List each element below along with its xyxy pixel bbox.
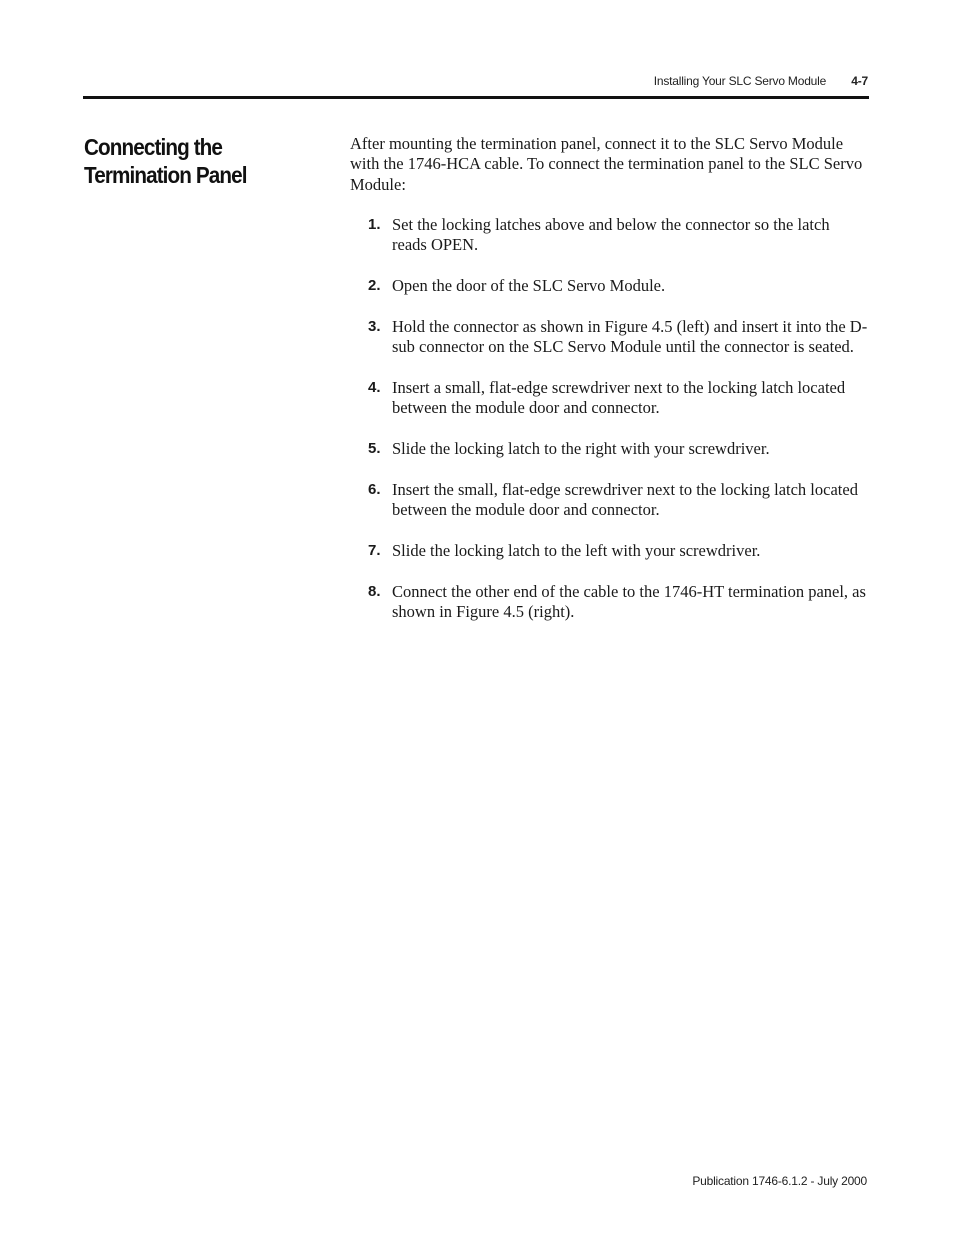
section-heading: Connecting the Termination Panel [84,134,247,188]
step-text: Open the door of the SLC Servo Module. [392,276,666,296]
list-item [368,582,868,623]
list-item [368,317,868,358]
list-item [368,480,868,521]
steps-list [368,215,868,643]
step-number: 2. [368,277,381,295]
step-text: Slide the locking latch to the left with your screwdriver. [392,540,761,560]
step-text: Connect the other end of the cable to the 1746-HT termination panel, as shown in Figure 4.5 (right). [392,581,866,621]
step-text: Insert a small, flat-edge screwdriver next to the locking latch located between the module door and connector. [392,377,846,418]
list-item [368,276,868,296]
step-number: 3. [368,317,381,335]
step-number: 7. [368,541,381,559]
step-number: 5. [368,440,381,458]
step-number: 4. [368,378,381,396]
header-title: Installing Your SLC Servo Module [653,74,827,88]
list-item [368,541,868,561]
intro-paragraph: After mounting the termination panel, connect it to the SLC Servo Module with the 1746-HCA cable. To connect the termination panel to the SLC Servo Module: [350,134,863,194]
list-item [368,215,868,256]
step-text: Hold the connector as shown in Figure 4.5 (left) and insert it into the D-sub connector on the SLC Servo Module until the connector is seated. [392,316,868,357]
header-rule [83,96,869,99]
publication-footer: Publication 1746-6.1.2 - July 2000 [692,1174,867,1188]
step-number: 1. [368,216,381,233]
step-text: Slide the locking latch to the right with your screwdriver. [392,439,770,459]
step-text: Insert the small, flat-edge screwdriver next to the locking latch located between the module door and connector. [392,479,858,520]
step-number: 6. [368,480,381,498]
running-header [654,74,868,88]
list-item [368,439,868,459]
step-number: 8. [368,582,381,600]
page-number: 4-7 [851,74,868,88]
list-item [368,378,868,419]
step-text: Set the locking latches above and below the connector so the latch reads OPEN. [392,215,830,255]
